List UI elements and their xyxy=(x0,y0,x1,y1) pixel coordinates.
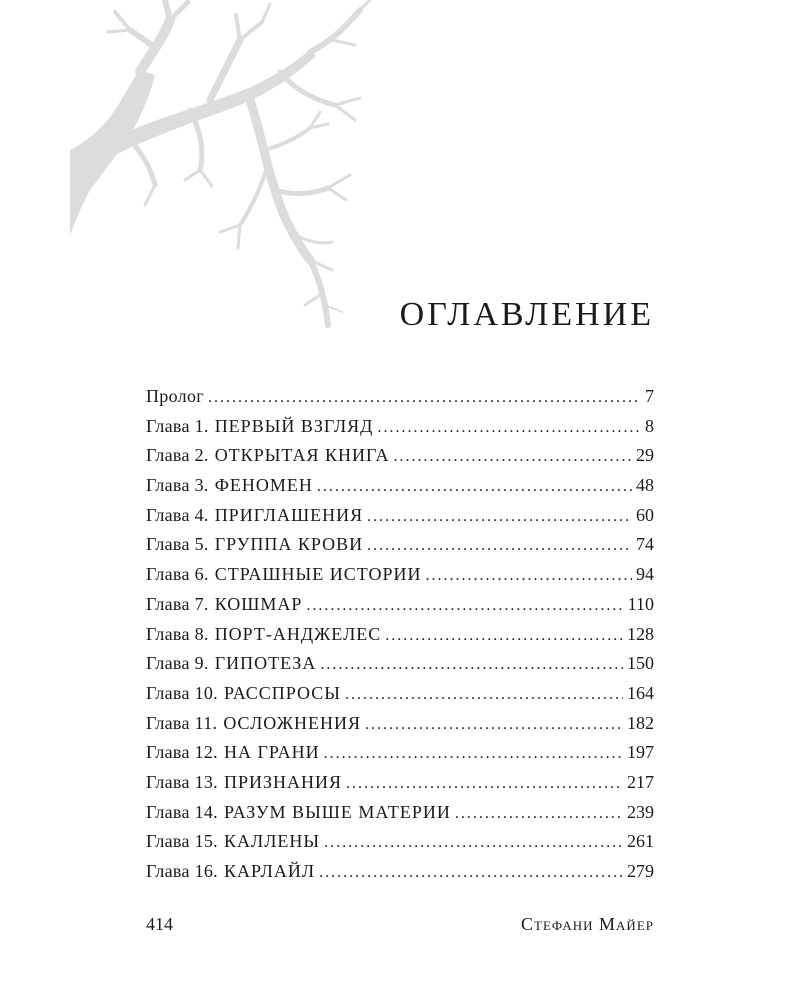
toc-entry-label xyxy=(146,713,361,734)
toc-page-number: 7 xyxy=(645,386,654,406)
toc-chapter-title: ОСЛОЖНЕНИЯ xyxy=(223,712,361,733)
dot-leader xyxy=(377,419,641,437)
toc-chapter-title: НА ГРАНИ xyxy=(223,742,320,763)
toc-entry-label xyxy=(146,772,342,793)
toc-chapter-title: РАССПРОСЫ xyxy=(223,682,341,703)
page-title: ОГЛАВЛЕНИЕ xyxy=(399,296,654,333)
toc-chapter-title: ПОРТ-АНДЖЕЛЕС xyxy=(214,623,382,644)
toc-chapter: Пролог xyxy=(146,386,204,406)
dot-leader xyxy=(367,508,632,526)
toc-page-number: 164 xyxy=(627,682,654,703)
table-of-contents xyxy=(146,386,654,891)
toc-entry[interactable] xyxy=(146,683,654,713)
toc-chapter-title: ПЕРВЫЙ ВЗГЛЯД xyxy=(214,415,374,436)
toc-chapter: Глава 1. xyxy=(146,415,209,436)
dot-leader xyxy=(367,537,632,555)
toc-chapter: Глава 4. xyxy=(146,504,209,525)
dot-leader xyxy=(385,627,623,645)
toc-chapter: Глава 3. xyxy=(146,475,209,496)
toc-entry[interactable] xyxy=(146,386,654,416)
toc-chapter: Глава 2. xyxy=(146,445,209,466)
toc-page-number: 150 xyxy=(627,653,654,674)
toc-page-number: 60 xyxy=(636,504,654,525)
toc-entry-label xyxy=(146,802,451,823)
toc-page-number: 217 xyxy=(627,771,654,792)
toc-chapter: Глава 10. xyxy=(146,682,218,703)
toc-page-number: 8 xyxy=(645,415,654,436)
toc-entry[interactable] xyxy=(146,772,654,802)
toc-page-number: 239 xyxy=(627,801,654,822)
toc-entry-label xyxy=(146,624,381,645)
toc-chapter: Глава 15. xyxy=(146,831,218,852)
toc-entry[interactable] xyxy=(146,861,654,891)
toc-entry-label xyxy=(146,534,363,555)
toc-chapter-title: КАЛЛЕНЫ xyxy=(223,831,321,852)
toc-page-number: 128 xyxy=(627,623,654,644)
toc-chapter-title: ОТКРЫТАЯ КНИГА xyxy=(214,445,390,466)
toc-entry-label xyxy=(146,831,320,852)
toc-entry-label xyxy=(146,594,302,615)
dot-leader xyxy=(346,775,623,793)
toc-entry[interactable] xyxy=(146,445,654,475)
dot-leader xyxy=(208,389,641,407)
dot-leader xyxy=(426,567,632,585)
toc-chapter-title: ПРИЗНАНИЯ xyxy=(223,771,343,792)
toc-chapter: Глава 6. xyxy=(146,564,209,585)
toc-chapter: Глава 5. xyxy=(146,534,209,555)
dot-leader xyxy=(306,597,623,615)
dot-leader xyxy=(345,686,623,704)
toc-chapter: Глава 7. xyxy=(146,593,209,614)
toc-chapter-title: ПРИГЛАШЕНИЯ xyxy=(214,504,364,525)
toc-entry-label xyxy=(146,653,316,674)
toc-page-number: 74 xyxy=(636,534,654,555)
tree-branch-illustration xyxy=(70,0,490,330)
dot-leader xyxy=(393,448,632,466)
toc-entry[interactable] xyxy=(146,713,654,743)
dot-leader xyxy=(324,745,623,763)
toc-page-number: 197 xyxy=(627,742,654,763)
toc-page-number: 261 xyxy=(627,831,654,852)
dot-leader xyxy=(317,478,632,496)
toc-entry-label xyxy=(146,683,341,704)
toc-chapter-title: СТРАШНЫЕ ИСТОРИИ xyxy=(214,564,422,585)
toc-entry[interactable] xyxy=(146,831,654,861)
toc-entry-label xyxy=(146,386,204,407)
toc-chapter: Глава 12. xyxy=(146,742,218,763)
toc-chapter-title: КОШМАР xyxy=(214,593,303,614)
toc-entry-label xyxy=(146,564,422,585)
toc-page-number: 182 xyxy=(627,712,654,733)
dot-leader xyxy=(324,834,623,852)
toc-page-number: 94 xyxy=(636,564,654,585)
toc-entry[interactable] xyxy=(146,594,654,624)
toc-entry[interactable] xyxy=(146,653,654,683)
toc-entry-label xyxy=(146,861,315,882)
toc-chapter: Глава 13. xyxy=(146,771,218,792)
toc-entry-label xyxy=(146,742,320,763)
toc-entry[interactable] xyxy=(146,802,654,832)
toc-chapter-title: ГИПОТЕЗА xyxy=(214,653,317,674)
toc-entry[interactable] xyxy=(146,416,654,446)
footer-page-number: 414 xyxy=(146,914,173,934)
footer-author: Стефани Майер xyxy=(521,914,654,934)
toc-entry-label xyxy=(146,475,313,496)
toc-page-number: 29 xyxy=(636,445,654,466)
toc-chapter: Глава 11. xyxy=(146,712,218,733)
toc-entry[interactable] xyxy=(146,624,654,654)
toc-chapter: Глава 16. xyxy=(146,861,218,881)
toc-page-number: 279 xyxy=(627,861,654,881)
toc-entry-label xyxy=(146,445,389,466)
toc-chapter: Глава 8. xyxy=(146,623,209,644)
toc-chapter-title: РАЗУМ ВЫШЕ МАТЕРИИ xyxy=(223,801,451,822)
dot-leader xyxy=(455,805,623,823)
toc-chapter-title: КАРЛАЙЛ xyxy=(223,861,316,881)
toc-entry[interactable] xyxy=(146,534,654,564)
toc-chapter-title: ГРУППА КРОВИ xyxy=(214,534,364,555)
toc-page-number: 110 xyxy=(627,593,654,614)
toc-entry-label xyxy=(146,416,373,437)
dot-leader xyxy=(320,656,623,674)
toc-entry[interactable] xyxy=(146,742,654,772)
toc-page-number: 48 xyxy=(636,475,654,496)
toc-chapter-title: ФЕНОМЕН xyxy=(214,475,313,496)
dot-leader xyxy=(365,716,623,734)
toc-chapter: Глава 9. xyxy=(146,653,209,674)
toc-entry-label xyxy=(146,505,363,526)
toc-chapter: Глава 14. xyxy=(146,801,218,822)
dot-leader xyxy=(319,864,623,882)
toc-entry[interactable] xyxy=(146,475,654,505)
toc-entry[interactable] xyxy=(146,564,654,594)
toc-entry[interactable] xyxy=(146,505,654,535)
